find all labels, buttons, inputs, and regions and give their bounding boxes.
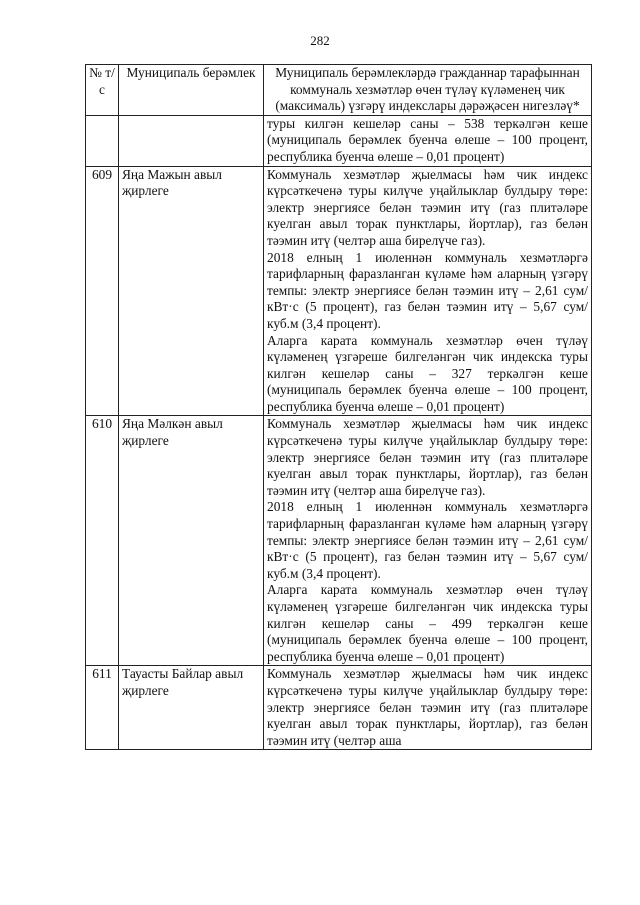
description-paragraph: Аларга карата коммуналь хезмәтләр өчен түләү күләменең үзгәреше билгеләнгән чик индекска туры килгән кешеләр саны – 499 теркәлгән кеше (муниципаль берәмлек буенча өлеше – 100 процент, республика буенча өлеше – 0,01 процент) [267,582,588,664]
tariff-table [85,64,592,750]
cell-municipality: Тауасты Байлар авыл җирлеге [119,666,264,750]
table-row-continued [86,115,592,166]
page-number: 282 [310,33,330,48]
cell-number: 610 [86,416,119,666]
cell-description [264,666,592,750]
table-header-row [86,65,592,116]
cell-description [264,115,592,166]
cell-municipality: Яңа Мәлкән авыл җирлеге [119,416,264,666]
description-paragraph: Коммуналь хезмәтләр җыелмасы һәм чик индекс күрсәткеченә туры килүче уңайлыклар булдыру төре: электр энергиясе белән тәэмин итү (газ плитәләре куелган авыл торак пунктлары, йортлар), газ белән тәэмин итү (челтәр аша бирелүче газ). [267,416,588,498]
cell-description [264,166,592,416]
description-paragraph: Коммуналь хезмәтләр җыелмасы һәм чик индекс күрсәткеченә туры килүче уңайлыклар булдыру төре: электр энергиясе белән тәэмин итү (газ плитәләре куелган авыл торак пунктлары, йортлар), газ белән тәэмин итү (челтәр аша [267,666,588,748]
cell-number: 611 [86,666,119,750]
cell-municipality [119,115,264,166]
header-municipality: Муниципаль берәмлек [119,65,264,116]
cell-municipality: Яңа Мажын авыл җирлеге [119,166,264,416]
cell-number [86,115,119,166]
cell-number: 609 [86,166,119,416]
table-row [86,416,592,666]
description-paragraph: Аларга карата коммуналь хезмәтләр өчен түләү күләменең үзгәреше билгеләнгән чик индекска туры килгән кешеләр саны – 327 теркәлгән кеше (муниципаль берәмлек буенча өлеше – 100 процент, республика буенча өлеше – 0,01 процент) [267,332,588,414]
table-row [86,666,592,750]
description-paragraph: 2018 елның 1 июленнән коммуналь хезмәтләргә тарифларның фаразланган күләме һәм аларның үзгәрү темпы: электр энергиясе белән тәэмин итү – 2,61 сум/кВт·с (5 процент), газ белән тәэмин итү – 5,67 сум/куб.м (3,4 процент). [267,249,588,331]
cell-description [264,416,592,666]
table-row [86,166,592,416]
header-number: № т/с [86,65,119,116]
continuation-text: туры килгән кешеләр саны – 538 теркәлгән кеше (муниципаль берәмлек буенча өлеше – 100 процент, республика буенча өлеше – 0,01 процент) [267,115,588,164]
description-paragraph: Коммуналь хезмәтләр җыелмасы һәм чик индекс күрсәткеченә туры килүче уңайлыклар булдыру төре: электр энергиясе белән тәэмин итү (газ плитәләре куелган авыл торак пунктлары, йортлар), газ белән тәэмин итү (челтәр аша бирелүче газ). [267,166,588,248]
description-paragraph: 2018 елның 1 июленнән коммуналь хезмәтләргә тарифларның фаразланган күләме һәм аларның үзгәрү темпы: электр энергиясе белән тәэмин итү – 2,61 сум/кВт·с (5 процент), газ белән тәэмин итү – 5,67 сум/куб.м (3,4 процент). [267,499,588,581]
header-description: Муниципаль берәмлекләрдә гражданнар тарафыннан коммуналь хезмәтләр өчен түләү күләменең чик (максималь) үзгәрү индекслары дәрәҗәсен нигезләү* [264,65,592,116]
